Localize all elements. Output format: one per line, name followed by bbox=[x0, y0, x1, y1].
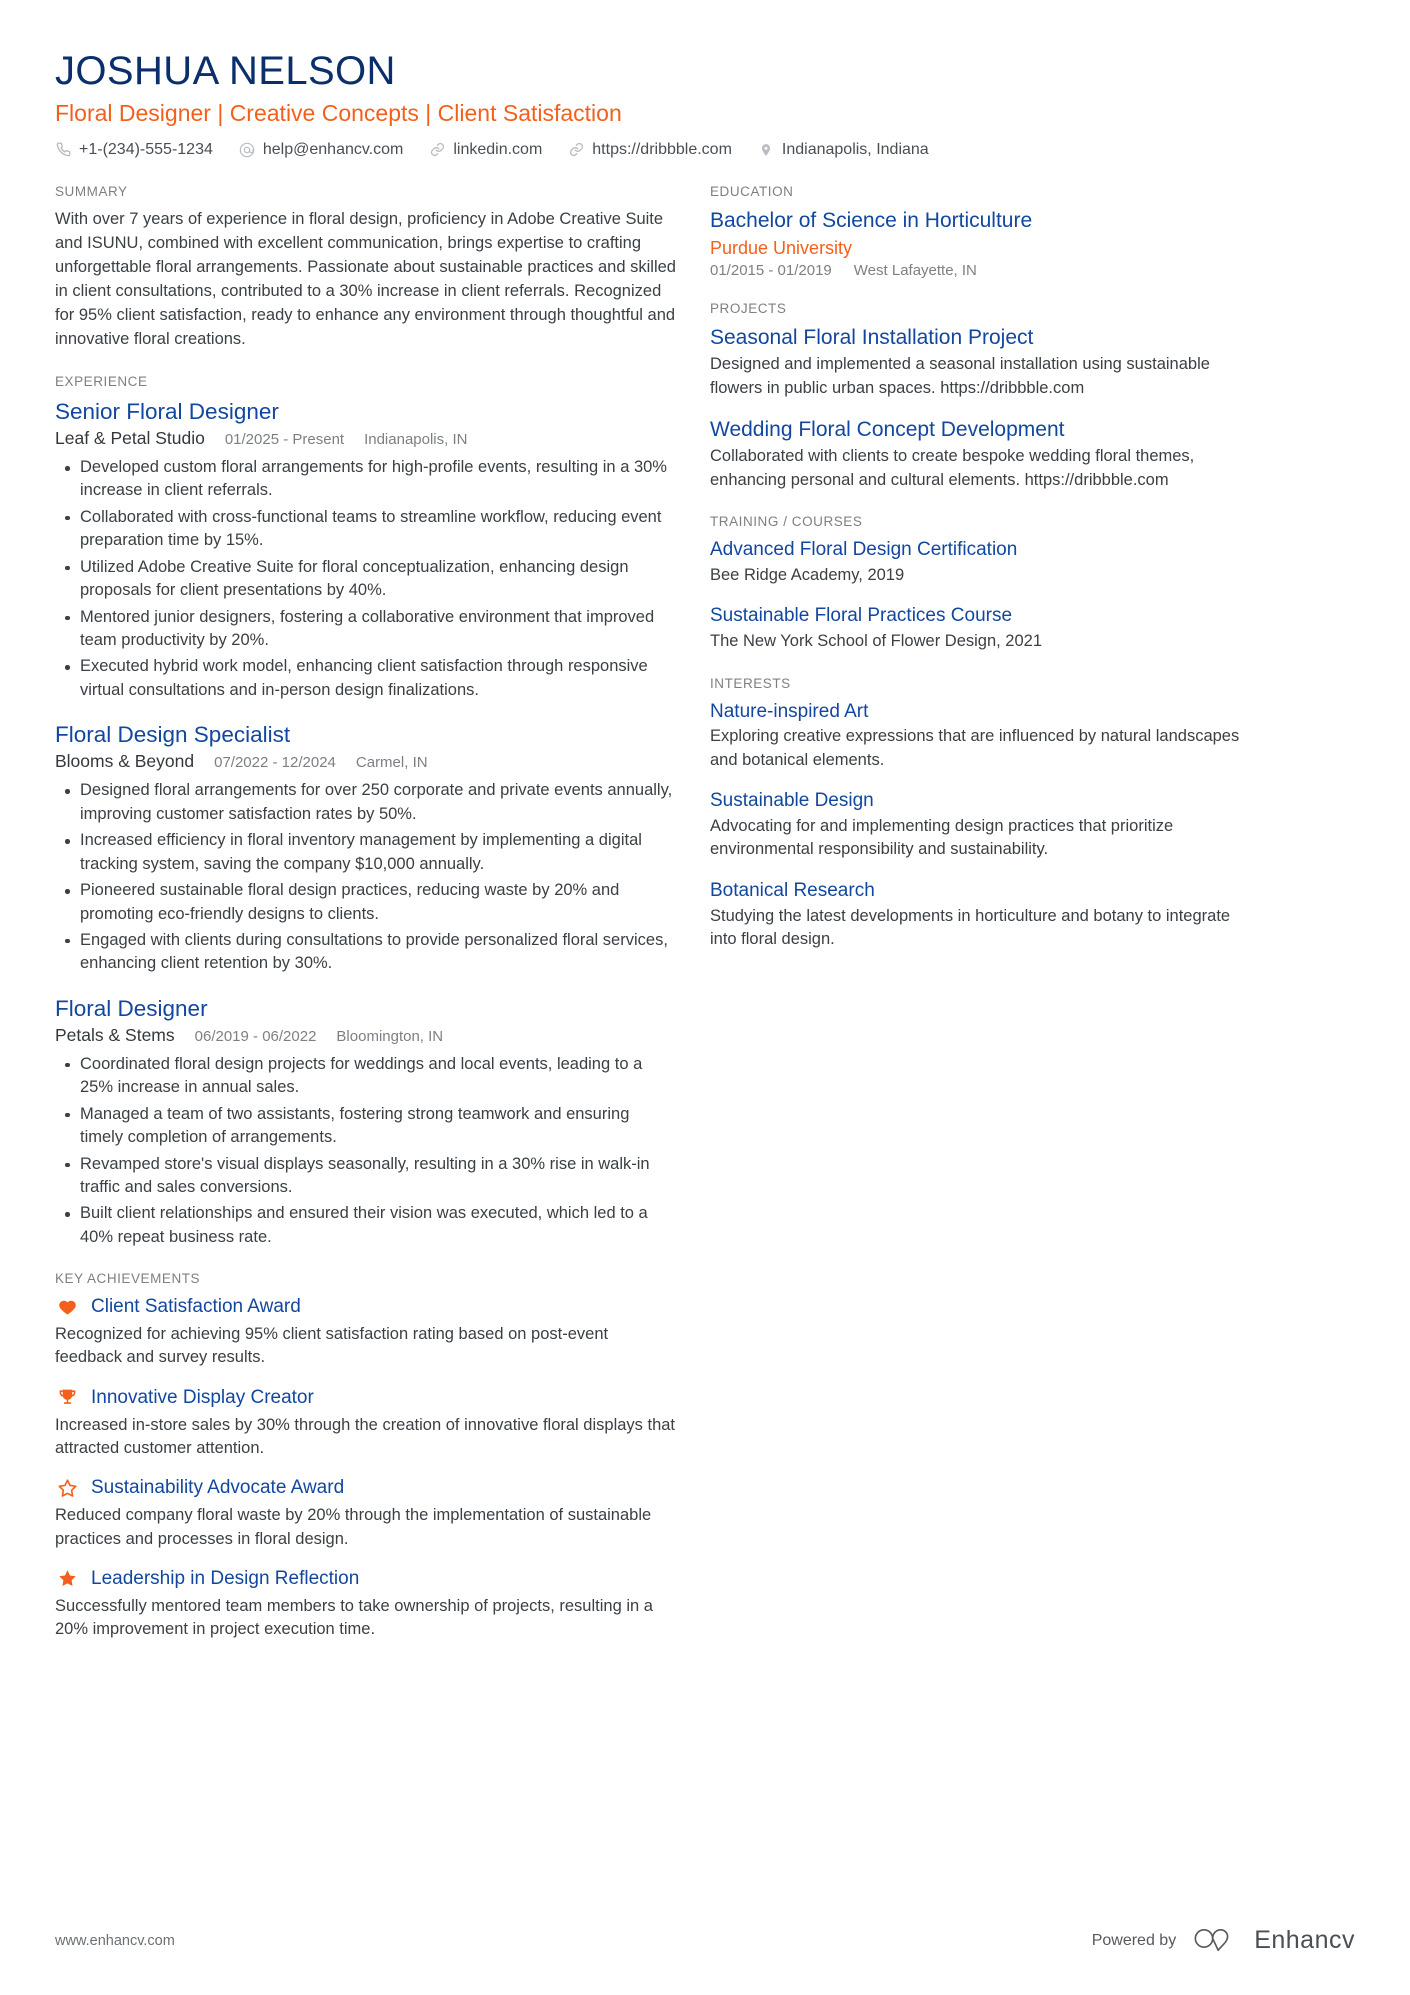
right-column bbox=[710, 184, 1255, 973]
interest-entry bbox=[710, 789, 1255, 862]
contact-email-text: help@enhancv.com bbox=[262, 140, 404, 158]
training-description: Bee Ridge Academy, 2019 bbox=[710, 565, 905, 584]
enhancv-logo-icon bbox=[1192, 1924, 1242, 1957]
experience-entry bbox=[55, 995, 676, 1250]
job-company: Petals & Stems bbox=[55, 1024, 175, 1045]
job-bullet: Engaged with clients during consultations to provide personalized floral services, enhancing client retention by 30%. bbox=[55, 929, 676, 976]
achievement-description: Successfully mentored team members to take ownership of projects, resulting in a 20% improvement in project execution time. bbox=[55, 1596, 653, 1639]
trophy-icon bbox=[55, 1387, 79, 1409]
education-degree: Bachelor of Science in Horticulture bbox=[710, 209, 1033, 233]
star-outline-icon bbox=[55, 1477, 79, 1499]
star-filled-icon bbox=[55, 1568, 79, 1590]
enhancv-brand bbox=[1192, 1924, 1355, 1957]
training-entry bbox=[710, 604, 1255, 653]
interest-title: Sustainable Design bbox=[710, 790, 874, 812]
powered-by-block bbox=[1092, 1924, 1355, 1957]
section-summary bbox=[55, 184, 676, 352]
section-training bbox=[710, 514, 1255, 653]
contact-location-text: Indianapolis, Indiana bbox=[781, 140, 929, 158]
project-entry bbox=[710, 325, 1255, 400]
achievement-entry bbox=[55, 1386, 676, 1461]
job-bullet: Mentored junior designers, fostering a collaborative environment that improved team productivity by 20%. bbox=[55, 606, 676, 653]
enhancv-wordmark: Enhancv bbox=[1254, 1926, 1355, 1954]
section-label-experience: EXPERIENCE bbox=[55, 373, 148, 389]
section-label-achievements: KEY ACHIEVEMENTS bbox=[55, 1271, 201, 1287]
achievement-description: Increased in-store sales by 30% through the creation of innovative floral displays that attracted customer attention. bbox=[55, 1415, 676, 1458]
achievement-head bbox=[55, 1386, 676, 1410]
education-meta bbox=[710, 262, 1255, 279]
job-dates: 06/2019 - 06/2022 bbox=[194, 1027, 317, 1045]
contact-website[interactable] bbox=[568, 140, 732, 161]
job-bullet: Developed custom floral arrangements for high-profile events, resulting in a 30% increase in client referrals. bbox=[55, 456, 676, 503]
experience-entry bbox=[55, 721, 676, 976]
training-entry bbox=[710, 538, 1255, 587]
summary-text: With over 7 years of experience in floral design, proficiency in Adobe Creative Suite and ISUNU, combined with excellent communication, brings expertise to crafting unforgettable floral arrangements. Passionate about sustainable practices and skilled in client consultations, contributed to a 30% increase in client referrals. Recognized for 95% client satisfaction, ready to enhance any environment through thoughtful and innovative floral creations. bbox=[55, 210, 676, 348]
resume-body bbox=[55, 184, 1355, 1663]
heart-filled-icon bbox=[55, 1296, 79, 1318]
left-column bbox=[55, 184, 710, 1663]
resume-header bbox=[55, 48, 1355, 160]
achievement-title: Innovative Display Creator bbox=[91, 1386, 314, 1408]
job-bullet: Utilized Adobe Creative Suite for floral conceptualization, enhancing design proposals for client presentations by 40%. bbox=[55, 556, 676, 603]
location-pin-icon bbox=[758, 141, 775, 158]
interest-description: Advocating for and implementing design practices that prioritize environmental responsibility and sustainability. bbox=[710, 816, 1174, 859]
job-company: Blooms & Beyond bbox=[55, 751, 195, 772]
project-description: Designed and implemented a seasonal installation using sustainable flowers in public urban spaces. https://dribbble.com bbox=[710, 355, 1210, 397]
job-title: Floral Designer bbox=[55, 995, 208, 1021]
job-bullet: Designed floral arrangements for over 250 corporate and private events annually, improving customer satisfaction rates by 50%. bbox=[55, 779, 676, 826]
job-dates: 01/2025 - Present bbox=[224, 431, 345, 449]
job-location: Bloomington, IN bbox=[336, 1027, 444, 1045]
section-interests bbox=[710, 676, 1255, 952]
job-title: Senior Floral Designer bbox=[55, 398, 279, 424]
achievement-title: Leadership in Design Reflection bbox=[91, 1568, 360, 1590]
interest-entry bbox=[710, 879, 1255, 952]
page-title: JOSHUA NELSON bbox=[55, 49, 396, 93]
contact-location bbox=[758, 140, 929, 161]
achievement-description: Reduced company floral waste by 20% through the implementation of sustainable practices and processes in floral design. bbox=[55, 1506, 652, 1548]
training-title: Advanced Floral Design Certification bbox=[710, 539, 1018, 561]
job-bullet: Managed a team of two assistants, fostering strong teamwork and ensuring timely completion of arrangements. bbox=[55, 1103, 676, 1150]
section-experience bbox=[55, 374, 676, 1249]
job-bullets bbox=[55, 456, 676, 702]
education-location: West Lafayette, IN bbox=[853, 262, 977, 280]
project-entry bbox=[710, 417, 1255, 492]
education-dates: 01/2015 - 01/2019 bbox=[710, 262, 832, 280]
job-bullet: Coordinated floral design projects for weddings and local events, leading to a 25% increase in annual sales. bbox=[55, 1053, 676, 1100]
job-bullet: Increased efficiency in floral inventory management by implementing a digital tracking system, saving the company $10,000 annually. bbox=[55, 829, 676, 876]
experience-entry bbox=[55, 398, 676, 702]
job-dates: 07/2022 - 12/2024 bbox=[214, 754, 336, 772]
job-meta bbox=[55, 1025, 676, 1046]
training-title: Sustainable Floral Practices Course bbox=[710, 605, 1013, 627]
achievement-entry bbox=[55, 1295, 676, 1370]
achievement-description: Recognized for achieving 95% client satisfaction rating based on post-event feedback and survey results. bbox=[55, 1325, 609, 1367]
interest-title: Botanical Research bbox=[710, 879, 875, 901]
job-title: Floral Design Specialist bbox=[55, 722, 291, 748]
job-location: Carmel, IN bbox=[355, 754, 428, 772]
contact-phone-text: +1-(234)-555-1234 bbox=[79, 140, 213, 158]
achievement-head bbox=[55, 1476, 676, 1500]
achievement-title: Client Satisfaction Award bbox=[91, 1296, 301, 1318]
contact-website-text: https://dribbble.com bbox=[592, 140, 732, 158]
powered-by-label: Powered by bbox=[1091, 1931, 1177, 1949]
job-location: Indianapolis, IN bbox=[364, 431, 468, 449]
section-key-achievements bbox=[55, 1271, 676, 1641]
link-icon bbox=[429, 141, 446, 158]
phone-icon bbox=[55, 141, 72, 158]
interest-description: Studying the latest developments in horticulture and botany to integrate into floral design. bbox=[710, 906, 1231, 948]
achievement-entry bbox=[55, 1567, 676, 1642]
interest-title: Nature-inspired Art bbox=[710, 700, 869, 722]
section-education bbox=[710, 184, 1255, 279]
job-bullets bbox=[55, 779, 676, 975]
achievement-head bbox=[55, 1295, 676, 1319]
education-entry bbox=[710, 208, 1255, 279]
interest-description: Exploring creative expressions that are influenced by natural landscapes and botanical elements. bbox=[710, 727, 1240, 769]
job-bullet: Revamped store's visual displays seasonally, resulting in a 30% rise in walk-in traffic and sales conversions. bbox=[55, 1153, 676, 1200]
project-title: Wedding Floral Concept Development bbox=[710, 418, 1065, 442]
contact-linkedin-text: linkedin.com bbox=[453, 140, 543, 158]
training-description: The New York School of Flower Design, 2021 bbox=[710, 632, 1043, 651]
contact-list bbox=[55, 140, 1355, 161]
job-meta bbox=[55, 428, 676, 449]
education-school: Purdue University bbox=[710, 237, 853, 258]
project-description: Collaborated with clients to create bespoke wedding floral themes, enhancing personal and cultural elements. https://dribbble.com bbox=[710, 447, 1195, 489]
job-bullet: Executed hybrid work model, enhancing client satisfaction through responsive virtual consultations and in-person design finalizations. bbox=[55, 655, 676, 702]
link-icon bbox=[568, 141, 585, 158]
achievement-head bbox=[55, 1567, 676, 1591]
achievement-entry bbox=[55, 1476, 676, 1551]
job-bullet: Pioneered sustainable floral design practices, reducing waste by 20% and promoting eco-friendly designs to clients. bbox=[55, 879, 676, 926]
section-label-training: TRAINING / COURSES bbox=[710, 514, 863, 530]
job-bullet: Built client relationships and ensured their vision was executed, which led to a 40% repeat business rate. bbox=[55, 1202, 676, 1249]
interest-entry bbox=[710, 700, 1255, 773]
section-label-interests: INTERESTS bbox=[710, 675, 791, 691]
section-label-summary: SUMMARY bbox=[55, 184, 128, 200]
resume-footer bbox=[55, 1924, 1355, 1957]
job-bullets bbox=[55, 1053, 676, 1249]
footer-url[interactable]: www.enhancv.com bbox=[55, 1932, 175, 1949]
contact-email[interactable] bbox=[239, 140, 403, 161]
section-label-projects: PROJECTS bbox=[710, 301, 787, 317]
job-meta bbox=[55, 751, 676, 772]
email-icon bbox=[239, 141, 256, 158]
job-company: Leaf & Petal Studio bbox=[55, 428, 205, 449]
contact-linkedin[interactable] bbox=[429, 140, 542, 161]
section-projects bbox=[710, 301, 1255, 492]
contact-phone[interactable] bbox=[55, 140, 213, 161]
section-label-education: EDUCATION bbox=[710, 184, 794, 200]
professional-headline: Floral Designer | Creative Concepts | Client Satisfaction bbox=[55, 100, 622, 126]
achievement-title: Sustainability Advocate Award bbox=[91, 1477, 345, 1499]
project-title: Seasonal Floral Installation Project bbox=[710, 326, 1034, 350]
job-bullet: Collaborated with cross-functional teams to streamline workflow, reducing event preparation time by 15%. bbox=[55, 506, 676, 553]
